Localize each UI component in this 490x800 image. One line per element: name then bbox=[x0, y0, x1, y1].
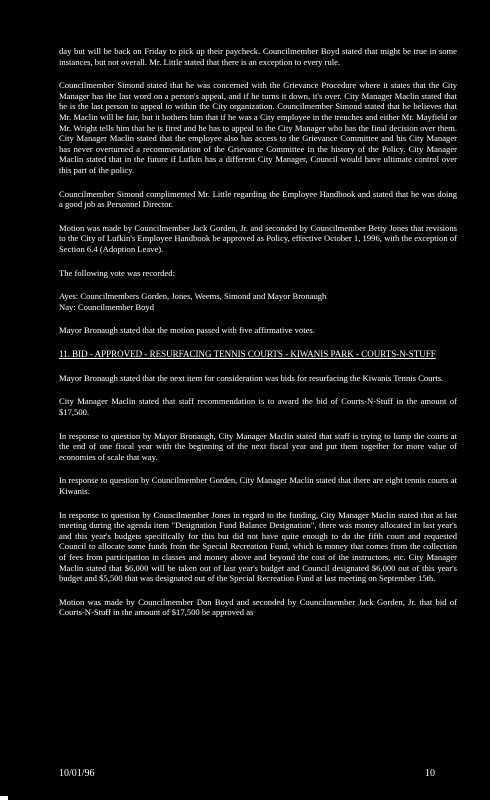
paragraph: Motion was made by Councilmember Jack Gorden, Jr. and seconded by Councilmember Betty Jones that revisions to the City of Lufkin's Employee Handbook be approved as Policy, effective October 1, 1996, with the exception of Section 6.4 (Adoption Leave). bbox=[59, 222, 457, 254]
paragraph: Mayor Bronaugh stated that the motion passed with five affirmative votes. bbox=[59, 325, 315, 336]
paragraph: Councilmember Simond stated that he was concerned with the Grievance Procedure where it states that the City Manager has the last word on a person's appeal, and if he turns it down, it's over. City Manager Maclin stated that he is the last person to appeal to within the City organization. Councilmember Simond stated that he believes that Mr. Maclin will be fair, but it bothers him that if he was a City employee in the trenches and either Mr. Mayfield or Mr. Wright tells him that he is fired and he has to appeal to the City Manager who has the final decision over them. City Manager Maclin stated that the employee also has access to the Grievance Committee and his City Manager has never overturned a recommendation of the Grievance Committee in the history of the Policy. City Manager Maclin stated that in the future if Lufkin has a different City Manager, Council would have ultimate control over this part of the policy. bbox=[59, 80, 457, 175]
paragraph: Motion was made by Councilmember Don Boyd and seconded by Councilmember Jack Gorden, Jr. that bid of Courts-N-Stuff in the amount of $17,500 be approved as bbox=[59, 596, 457, 618]
document-body bbox=[59, 46, 457, 621]
paragraph: The following vote was recorded: bbox=[59, 267, 175, 278]
vote-ayes: Ayes: Councilmembers Gorden, Jones, Weems, Simond and Mayor Bronaugh bbox=[59, 291, 327, 302]
paragraph: Mayor Bronaugh stated that the next item for consideration was bids for resurfacing the Kiwanis Tennis Courts. bbox=[59, 372, 444, 383]
paragraph: day but will be back on Friday to pick up their paycheck. Councilmember Boyd stated that might be true in some instances, but not overall. Mr. Little stated that there is an exception to every rule. bbox=[59, 46, 457, 67]
section-heading: 11. BID - APPROVED - RESURFACING TENNIS COURTS - KIWANIS PARK - COURTS-N-STUFF bbox=[59, 348, 436, 359]
paragraph: In response to question by Councilmember Jones in regard to the funding, City Manager Maclin stated that at last meeting during the agenda item "Designation Fund Balance Designation", there was money allocated in last year's and this year's budgets specifically for this but did not have quite enough to do the fifth court and requested Council to allocate some funds from the Special Recreation Fund, which is money that comes from the collection of fees from participation in classes and money above and beyond the cost of the instructors, etc. City Manager Maclin stated that $6,000 will be taken out of last year's budget and Council designated $6,000 out of this year's budget and $5,500 that was designated out of the Special Recreation Fund at last meeting on September 15th. bbox=[59, 509, 457, 584]
paragraph: City Manager Maclin stated that staff recommendation is to award the bid of Courts-N-Stuff in the amount of $17,500. bbox=[59, 396, 457, 418]
paragraph: Councilmember Simond complimented Mr. Little regarding the Employee Handbook and stated that he was doing a good job as Personnel Director. bbox=[59, 188, 457, 210]
paragraph: In response to question by Councilmember Gorden, City Manager Maclin stated that there are eight tennis courts at Kiwanis. bbox=[59, 475, 457, 497]
footer-date: 10/01/96 bbox=[59, 768, 95, 779]
scan-artifact bbox=[0, 796, 8, 800]
page-number: 10 bbox=[425, 768, 435, 779]
vote-nays: Nay: Councilmember Boyd bbox=[59, 301, 154, 312]
paragraph: In response to question by Mayor Bronaugh, City Manager Maclin stated that staff is trying to lump the courts at the end of one fiscal year with the beginning of the next fiscal year and put them together for more value of economies of scale that way. bbox=[59, 430, 457, 462]
